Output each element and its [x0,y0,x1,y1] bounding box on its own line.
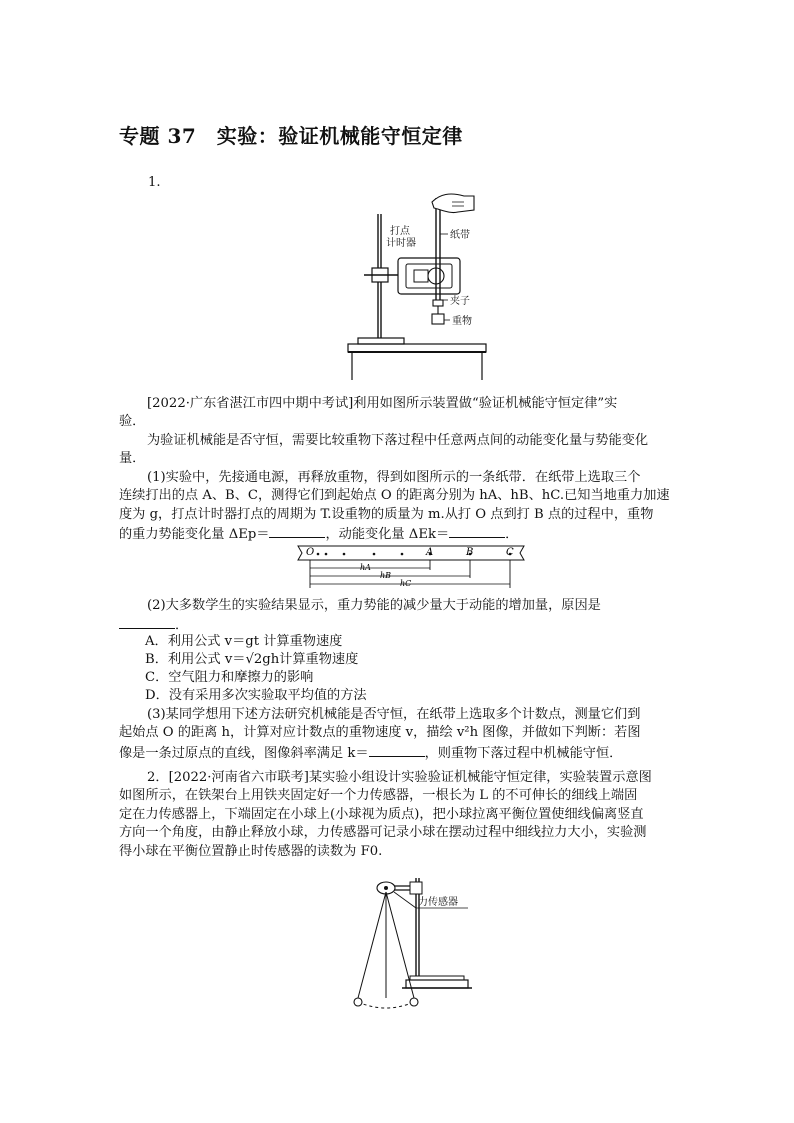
option-c[interactable]: C．空气阻力和摩擦力的影响 [145,670,314,685]
q1-intro-line-1: [2022·广东省湛江市四中期中考试]利用如图所示装置做“验证机械能守恒定律”实 [147,396,618,411]
figure-1-label-timer-2: 计时器 [386,238,416,249]
answer-blank-ep[interactable] [269,524,325,538]
answer-blank-reason[interactable] [119,615,175,629]
answer-blank-ek[interactable] [449,524,505,538]
q1-part1-line-2: 连续打出的点 A、B、C，测得它们到起始点 O 的距离分别为 hA、hB、hC.已知当地重力加速 [119,488,670,503]
q2-line-2: 如图所示，在铁架台上用铁夹固定好一个力传感器，一根长为 L 的不可伸长的细线上端固 [119,788,638,803]
q1-part1-ep-text: 的重力势能变化量 ΔEp＝ [119,527,270,542]
tape-label-c: C [506,547,514,558]
q2-line-4: 方向一个角度，由静止释放小球，力传感器可记录小球在摆动过程中细线拉力大小，实验测 [119,825,647,840]
q1-part1-line-3: 度为 g，打点计时器打点的周期为 T.设重物的质量为 m.从打 O 点到打 B 点的过程中，重物 [119,507,654,522]
figure-1-label-timer-1: 打点 [390,226,410,237]
figure-2-label-sensor: 力传感器 [418,897,458,908]
tape-label-o: O [306,547,315,558]
option-a[interactable]: A．利用公式 v＝gt 计算重物速度 [145,634,343,649]
figure-1-label-clip: 夹子 [450,296,470,307]
q1-part2-line-2 [119,615,188,635]
q1-part3-line-1: (3)某同学想用下述方法研究机械能是否守恒，在纸带上选取多个计数点，测量它们到 [147,707,641,722]
q1-part3-k-text: 像是一条过原点的直线，图像斜率满足 k＝ [119,746,369,761]
figure-1-apparatus [340,188,520,383]
q2-line-3: 定在力传感器上，下端固定在小球上(小球视为质点)，把小球拉离平衡位置使细线偏离竖直 [119,807,644,822]
q1-intro-line-4: 量． [119,451,146,466]
q2-line-1: 2．[2022·河南省六市联考]某实验小组设计实验验证机械能守恒定律，实验装置示意图 [147,770,652,785]
tape-label-hb: hB [380,571,392,580]
question-1-number: 1. [148,175,161,190]
q1-intro-line-3: 为验证机械能是否守恒，需要比较重物下落过程中任意两点间的动能变化量与势能变化 [147,433,649,448]
answer-blank-k[interactable] [369,743,425,757]
q1-part1-line-4 [119,524,518,544]
figure-1-label-weight: 重物 [452,316,472,327]
figure-2-pendulum [340,872,490,1022]
q1-part1-ek-text: ，动能变化量 ΔEk＝ [325,527,450,542]
q1-part3-line-2: 起始点 O 的距离 h，计算对应计数点的重物速度 v，描绘 v²h 图像，并做如下判断：若图 [119,725,641,740]
q1-intro-line-2: 验． [119,414,146,429]
q2-line-5: 得小球在平衡位置静止时传感器的读数为 F0. [119,844,383,859]
option-b[interactable]: B．利用公式 v＝√2gh计算重物速度 [145,652,359,667]
q1-part2-line-1: (2)大多数学生的实验结果显示，重力势能的减少量大于动能的增加量，原因是 [147,598,601,613]
tape-label-hc: hC [400,579,412,588]
q1-part2-period: ． [175,618,189,633]
tape-label-ha: hA [360,563,371,572]
figure-1-label-tape: 纸带 [450,230,470,241]
tape-label-b: B [466,547,474,558]
q1-part3-end-text: ，则重物下落过程中机械能守恒． [424,746,623,761]
figure-paper-tape [296,544,528,590]
tape-label-a: A [426,547,434,558]
q1-part1-line-1: (1)实验中，先接通电源，再释放重物，得到如图所示的一条纸带．在纸带上选取三个 [147,470,641,485]
q1-part1-period: ． [505,527,519,542]
page-title: 专题 37 实验：验证机械能守恒定律 [119,124,463,148]
q1-part3-line-3 [119,743,622,763]
option-d[interactable]: D．没有采用多次实验取平均值的方法 [145,688,367,703]
